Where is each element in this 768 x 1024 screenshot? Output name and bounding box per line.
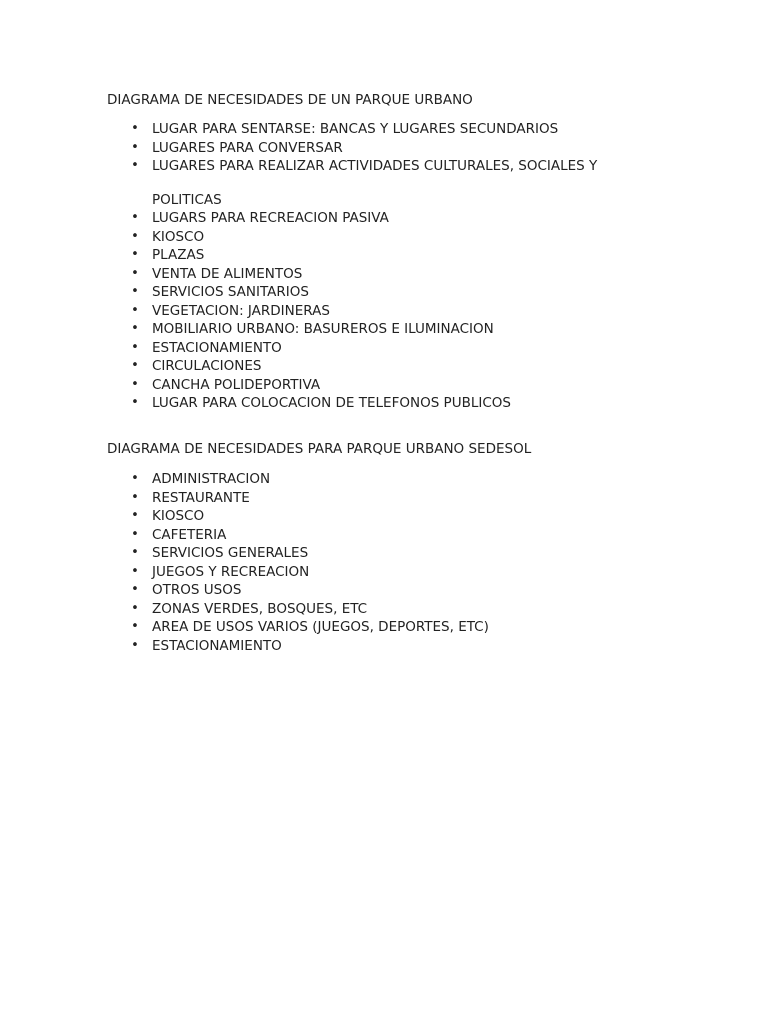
list-item — [107, 302, 597, 321]
list-item-text: LUGARES PARA CONVERSAR — [152, 139, 343, 156]
list-item — [107, 339, 597, 358]
list-item-text: ZONAS VERDES, BOSQUES, ETC — [152, 600, 368, 617]
list-item-text: KIOSCO — [152, 508, 205, 524]
list-item-text: CANCHA POLIDEPORTIVA — [152, 376, 321, 393]
list-item-text: KIOSCO — [152, 228, 205, 245]
list-item-text: PLAZAS — [152, 247, 205, 263]
bullet-icon: • — [131, 302, 139, 318]
list-item — [107, 489, 489, 508]
list-item — [107, 265, 597, 284]
list-item-text: CIRCULACIONES — [152, 358, 262, 374]
bullet-icon: • — [131, 158, 139, 173]
list-item-text: LUGARS PARA RECREACION PASIVA — [152, 210, 389, 226]
list-item-text: SERVICIOS SANITARIOS — [152, 284, 309, 300]
list-item — [107, 139, 597, 158]
needs-list — [107, 120, 597, 413]
needs-list — [107, 470, 489, 655]
bullet-icon: • — [131, 358, 139, 373]
list-item — [107, 157, 597, 209]
list-item-text: ESTACIONAMIENTO — [152, 637, 282, 654]
list-item-text: OTROS USOS — [152, 582, 242, 598]
list-item-text: AREA DE USOS VARIOS (JUEGOS, DEPORTES, ETC) — [152, 619, 489, 635]
list-item-text: SERVICIOS GENERALES — [152, 545, 309, 561]
list-item — [107, 618, 489, 637]
bullet-icon: • — [131, 582, 139, 597]
list-item-text-continuation: POLITICAS — [152, 191, 222, 208]
list-item-text: ESTACIONAMIENTO — [152, 339, 282, 356]
bullet-icon: • — [131, 545, 139, 560]
bullet-icon: • — [131, 228, 139, 244]
bullet-icon: • — [131, 139, 139, 155]
list-item — [107, 581, 489, 600]
list-item — [107, 394, 597, 413]
bullet-icon: • — [131, 321, 139, 336]
list-item — [107, 120, 597, 139]
list-item — [107, 357, 597, 376]
list-item — [107, 209, 597, 228]
list-item-text: LUGAR PARA SENTARSE: BANCAS Y LUGARES SECUNDARIOS — [152, 121, 559, 137]
list-item — [107, 376, 597, 395]
bullet-icon: • — [131, 376, 139, 392]
bullet-icon: • — [131, 563, 139, 579]
list-item-text: VENTA DE ALIMENTOS — [152, 265, 303, 282]
list-item — [107, 246, 597, 265]
bullet-icon: • — [131, 121, 139, 136]
list-item-text: JUEGOS Y RECREACION — [152, 563, 310, 580]
bullet-icon: • — [131, 395, 139, 410]
bullet-icon: • — [131, 619, 139, 634]
list-item-text: VEGETACION: JARDINERAS — [152, 302, 330, 319]
bullet-icon: • — [131, 508, 139, 523]
list-item — [107, 320, 597, 339]
bullet-icon: • — [131, 471, 139, 486]
list-item-text: MOBILIARIO URBANO: BASUREROS E ILUMINACION — [152, 321, 494, 337]
list-item — [107, 228, 597, 247]
section-title: DIAGRAMA DE NECESIDADES DE UN PARQUE URBANO — [107, 92, 473, 108]
bullet-icon: • — [131, 489, 139, 505]
bullet-icon: • — [131, 526, 139, 542]
bullet-icon: • — [131, 247, 139, 262]
list-item — [107, 526, 489, 545]
bullet-icon: • — [131, 339, 139, 355]
list-item — [107, 563, 489, 582]
list-item-text: CAFETERIA — [152, 526, 227, 543]
list-item — [107, 283, 597, 302]
list-item — [107, 470, 489, 489]
list-item-text: LUGAR PARA COLOCACION DE TELEFONOS PUBLICOS — [152, 395, 511, 411]
list-item — [107, 507, 489, 526]
list-item-text: LUGARES PARA REALIZAR ACTIVIDADES CULTURALES, SOCIALES Y — [152, 158, 598, 174]
bullet-icon: • — [131, 210, 139, 225]
list-item — [107, 544, 489, 563]
bullet-icon: • — [131, 284, 139, 299]
list-item-text: ADMINISTRACION — [152, 471, 271, 487]
list-item-text: RESTAURANTE — [152, 489, 250, 506]
list-item — [107, 600, 489, 619]
bullet-icon: • — [131, 637, 139, 653]
list-item — [107, 637, 489, 656]
bullet-icon: • — [131, 600, 139, 616]
bullet-icon: • — [131, 265, 139, 281]
section-title: DIAGRAMA DE NECESIDADES PARA PARQUE URBANO SEDESOL — [107, 441, 532, 457]
